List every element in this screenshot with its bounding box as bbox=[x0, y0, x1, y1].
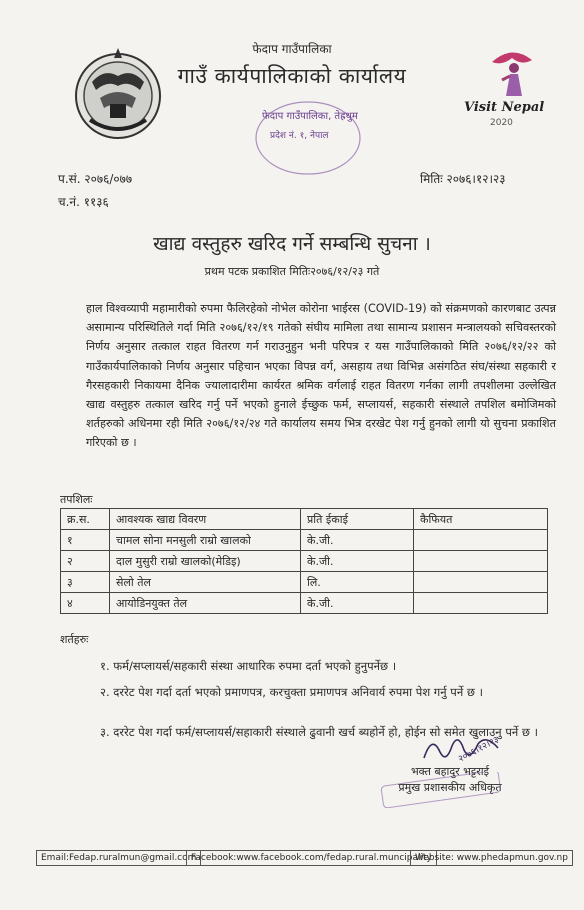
stamp-line-1: फेदाप गाउँपालिका, तेह्रथुम bbox=[262, 111, 358, 122]
cell-remarks bbox=[414, 530, 548, 551]
notice-body: हाल विश्वव्यापी महामारीको रुपमा फैलिरहेको नोभेल कोरोना भाईरस (COVID-19) को संक्रमणको कारणबाट उत्पन्न असामान्य परिस्थितिले गर्दा मिति २०७६/१२/१९ गतेको संघीय मामिला तथा सामान्य प्रशासन मन्त्रालयको सचिवस्तरको निर्णय अनुसार तत्काल राहत वितरण गर्न गराउनुहुन भनी परिपत्र र यस गाउँपालिकाको मिति २०७६/१२/२२ को गाउँकार्यपालिकाको निर्णय अनुसार पहिचान भएका विपन्न वर्ग, असहाय तथा विभिन्न असंगठित संघ/संस्था सहकारी र गैरसहकारी निकायमा दैनिक ज्यालादारीमा कार्यरत श्रमिक वर्गलाई राहत वितरण गर्नका लागी तपशीलमा उल्लेखित खाद्य वस्तुहरु तत्काल खरिद गर्नु पर्ने भएको हुनाले ईच्छुक फर्म, सप्लायर्स, सहकारी संस्थाले तपशिल बमोजिमको शर्तहरुको अधिनमा रही मिति २०७६/१२/२४ गते कार्यालय समय भित्र दरखेट पेश गर्नु हुनको लागी यो सुचना प्रकाशित गरिएको छ । bbox=[86, 302, 556, 450]
chalani-number: च.नं. ११३६ bbox=[58, 195, 109, 209]
signatory-designation: प्रमुख प्रशासकीय अधिकृत bbox=[398, 781, 502, 794]
cell-sn: ३ bbox=[61, 572, 110, 593]
stamp-line-2: प्रदेश नं. १, नेपाल bbox=[270, 131, 329, 141]
cell-remarks bbox=[414, 551, 548, 572]
table-row bbox=[61, 551, 548, 572]
cell-unit: के.जी. bbox=[301, 593, 414, 614]
cell-description: आयोडिनयुक्त तेल bbox=[110, 593, 301, 614]
cell-description: दाल मुसुरी राम्रो खालको(मेडिइ) bbox=[110, 551, 301, 572]
table-row bbox=[61, 572, 548, 593]
footer-website: Website: www.phedapmun.gov.np bbox=[410, 850, 573, 866]
visit-nepal-year: 2020 bbox=[490, 118, 513, 128]
cell-sn: ४ bbox=[61, 593, 110, 614]
col-header-description: आवश्यक खाद्य विवरण bbox=[110, 509, 301, 530]
footer-facebook: Facebook:www.facebook.com/fedap.rural.muncipality bbox=[186, 850, 437, 866]
col-header-remarks: कैफियत bbox=[414, 509, 548, 530]
visit-nepal-logo bbox=[462, 40, 554, 136]
nepal-emblem-icon bbox=[70, 42, 166, 142]
table-header-row bbox=[61, 509, 548, 530]
col-header-unit: प्रति ईकाई bbox=[301, 509, 414, 530]
patra-sankhya: प.सं. २०७६/०७७ bbox=[58, 172, 133, 186]
condition-item-3: ३. दररेट पेश गर्दा फर्म/सप्लायर्स/सहाकारी संस्थाले ढुवानी खर्च ब्यहोर्ने हो, होईन सो समेत खुलाउनु पर्ने छ । bbox=[100, 725, 538, 739]
signatory-name: भक्त बहादुर भट्टराई bbox=[410, 765, 490, 778]
table-row bbox=[61, 593, 548, 614]
signature-stamp-icon bbox=[378, 772, 508, 808]
municipality-name: फेदाप गाउँपालिका bbox=[252, 42, 332, 56]
office-title: गाउँ कार्यपालिकाको कार्यालय bbox=[177, 64, 407, 88]
cell-remarks bbox=[414, 572, 548, 593]
cell-unit: के.जी. bbox=[301, 530, 414, 551]
table-label: तपशिलः bbox=[60, 493, 93, 506]
letter-date: मितिः २०७६।१२।२३ bbox=[420, 172, 506, 186]
visit-nepal-figure-icon bbox=[482, 44, 542, 100]
footer-email: Email:Fedap.ruralmun@gmail.com bbox=[36, 850, 201, 866]
items-table bbox=[60, 508, 548, 614]
notice-title: खाद्य वस्तुहरु खरिद गर्ने सम्बन्धि सुचना । bbox=[153, 233, 431, 255]
conditions-label: शर्तहरुः bbox=[60, 633, 89, 646]
cell-unit: लि. bbox=[301, 572, 414, 593]
handwritten-date: २०७६।१२।२३ bbox=[456, 735, 501, 765]
notice-subtitle: प्रथम पटक प्रकाशित मितिः२०७६/१२/२३ गते bbox=[204, 265, 380, 278]
col-header-sn: क्र.स. bbox=[61, 509, 110, 530]
condition-item-2: २. दररेट पेश गर्दा दर्ता भएको प्रमाणपत्र, करचुक्ता प्रमाणपत्र अनिवार्य रुपमा पेश गर्नु पर्ने छ । bbox=[100, 685, 483, 699]
condition-item-1: १. फर्म/सप्लायर्स/सहकारी संस्था आधारिक रुपमा दर्ता भएको हुनुपर्नेछ । bbox=[100, 659, 397, 673]
cell-sn: २ bbox=[61, 551, 110, 572]
cell-remarks bbox=[414, 593, 548, 614]
table-row bbox=[61, 530, 548, 551]
cell-description: चामल सोना मनसुली राम्रो खालको bbox=[110, 530, 301, 551]
office-stamp bbox=[248, 96, 378, 178]
cell-description: सेलो तेल bbox=[110, 572, 301, 593]
cell-sn: १ bbox=[61, 530, 110, 551]
cell-unit: के.जी. bbox=[301, 551, 414, 572]
visit-nepal-text: Visit Nepal bbox=[464, 100, 545, 115]
